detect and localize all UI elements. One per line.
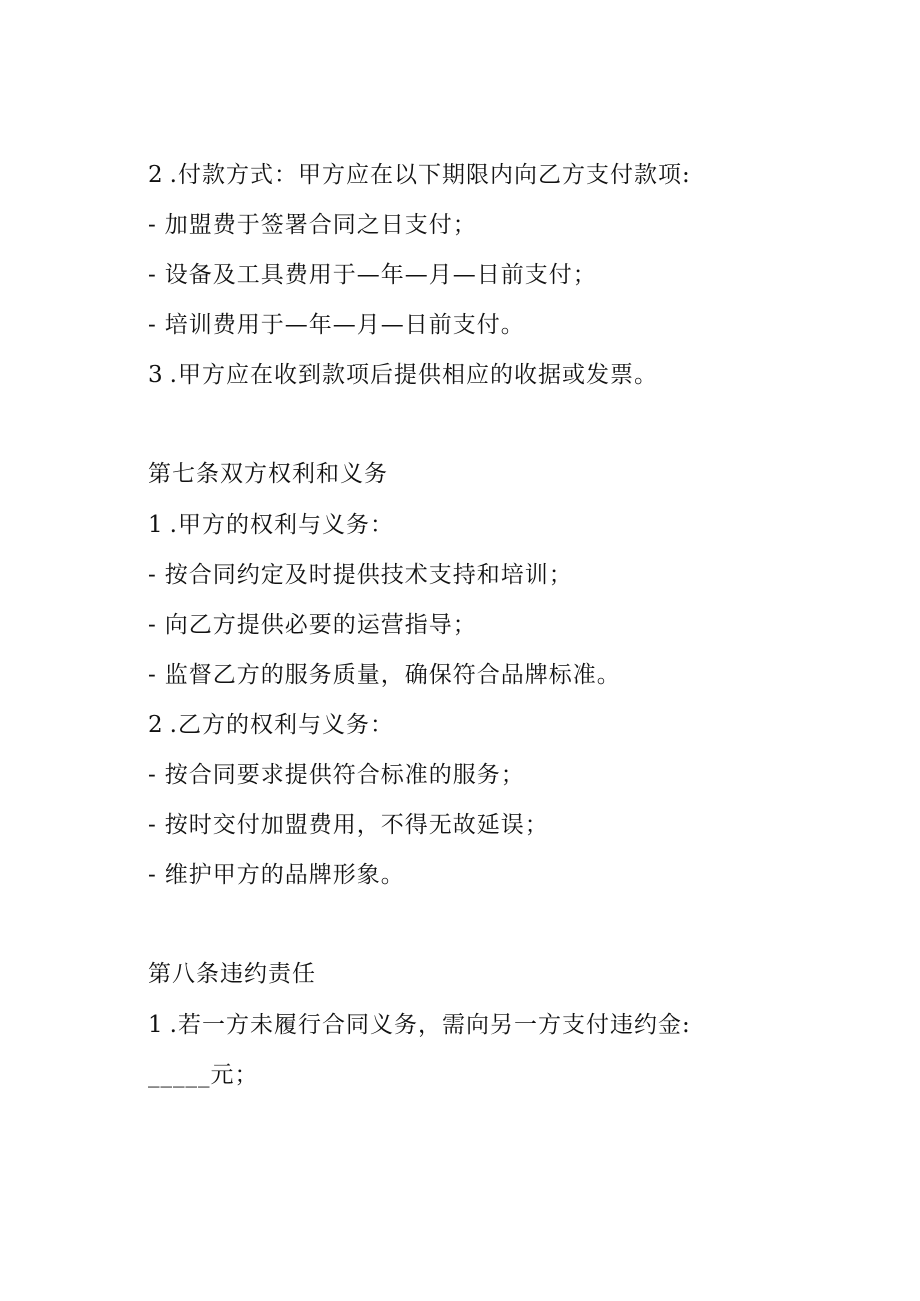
item-text: .甲方应在收到款项后提供相应的收据或发票。 xyxy=(169,362,658,388)
bullet-text: 加盟费于签署合同之日支付； xyxy=(164,212,477,238)
bullet-dash: - xyxy=(148,612,157,638)
bullet-item xyxy=(148,560,573,590)
bullet-item xyxy=(148,860,405,890)
bullet-text: 维护甲方的品牌形象。 xyxy=(164,862,405,888)
bullet-item xyxy=(148,760,525,790)
bullet-text: 按合同约定及时提供技术支持和培训； xyxy=(164,562,573,588)
bullet-text: 监督乙方的服务质量，确保符合品牌标准。 xyxy=(164,662,621,688)
item-number: 3 xyxy=(148,362,164,388)
payment-method-item xyxy=(148,160,691,190)
item-text: .乙方的权利与义务： xyxy=(169,712,394,738)
bullet-text: 按时交付加盟费用，不得无故延误； xyxy=(164,812,549,838)
bullet-text: 向乙方提供必要的运营指导； xyxy=(164,612,477,638)
item-number: 2 xyxy=(148,162,164,188)
bullet-dash: - xyxy=(148,312,157,338)
bullet-text: 设备及工具费用于—年—月—日前支付； xyxy=(164,262,597,288)
section-heading: 第八条违约责任 xyxy=(148,961,316,987)
item-text: .若一方未履行合同义务，需向另一方支付违约金: xyxy=(169,1012,691,1038)
bullet-dash: - xyxy=(148,212,157,238)
item-number: 1 xyxy=(148,1012,164,1038)
bullet-item xyxy=(148,310,525,340)
bullet-dash: - xyxy=(148,812,157,838)
party-a-rights-item xyxy=(148,510,394,540)
section-heading: 第七条双方权利和义务 xyxy=(148,461,388,487)
receipt-item xyxy=(148,360,658,390)
bullet-dash: - xyxy=(148,262,157,288)
bullet-dash: - xyxy=(148,562,157,588)
bullet-dash: - xyxy=(148,862,157,888)
item-text: .甲方的权利与义务： xyxy=(169,512,394,538)
bullet-item xyxy=(148,660,621,690)
bullet-item xyxy=(148,210,477,240)
penalty-amount-line: _____元； xyxy=(148,1062,259,1088)
bullet-dash: - xyxy=(148,662,157,688)
party-b-rights-item xyxy=(148,710,394,740)
bullet-item xyxy=(148,810,549,840)
bullet-text: 按合同要求提供符合标准的服务； xyxy=(164,762,525,788)
item-number: 1 xyxy=(148,512,164,538)
bullet-item xyxy=(148,610,477,640)
bullet-dash: - xyxy=(148,762,157,788)
item-text: .付款方式：甲方应在以下期限内向乙方支付款项: xyxy=(169,162,691,188)
breach-liability-item xyxy=(148,1010,691,1040)
item-number: 2 xyxy=(148,712,164,738)
bullet-text: 培训费用于—年—月—日前支付。 xyxy=(164,312,525,338)
bullet-item xyxy=(148,260,597,290)
